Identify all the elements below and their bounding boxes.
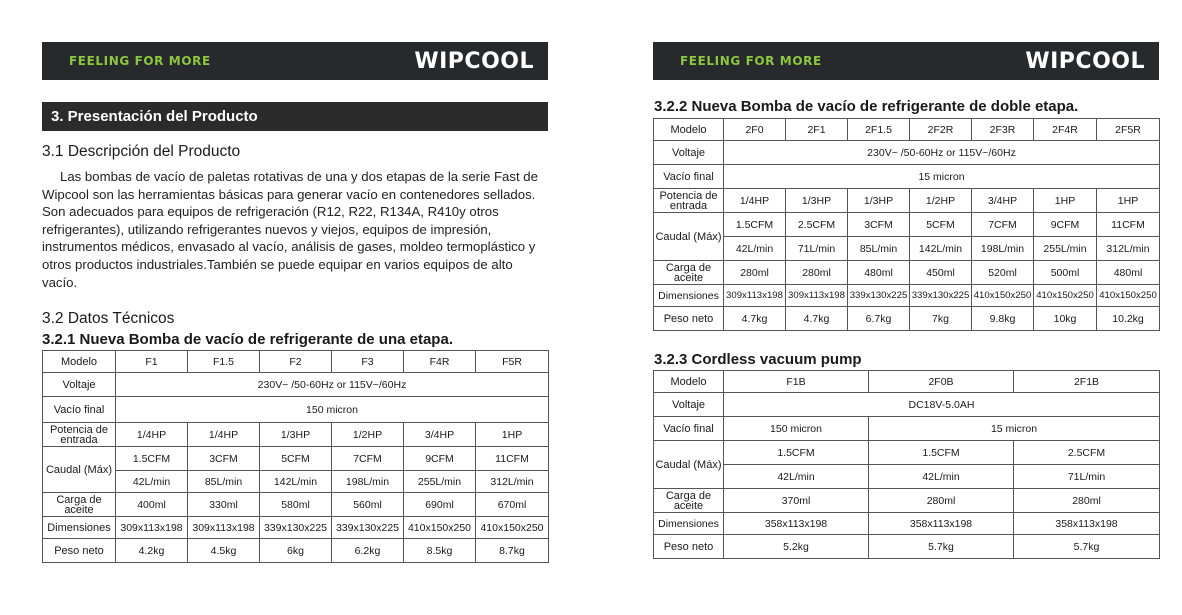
label-dimensions: Dimensiones bbox=[654, 285, 724, 307]
label-weight: Peso neto bbox=[654, 307, 724, 331]
label-model: Modelo bbox=[654, 371, 724, 393]
oil-cell: 280ml bbox=[724, 261, 786, 285]
label-vacuum: Vacío final bbox=[654, 417, 724, 441]
cfm-cell: 5CFM bbox=[910, 213, 972, 237]
lmin-cell: 42L/min bbox=[116, 471, 188, 493]
label-power-line2: entrada bbox=[60, 433, 98, 446]
label-oil-line2: aceite bbox=[64, 503, 94, 516]
row-vacuum bbox=[43, 397, 549, 423]
weight-cell: 6.2kg bbox=[332, 539, 404, 563]
lmin-cell: 255L/min bbox=[1034, 237, 1097, 261]
cfm-cell: 5CFM bbox=[260, 447, 332, 471]
dims-cell: 410x150x250 bbox=[1097, 285, 1160, 307]
dims-cell: 309x113x198 bbox=[786, 285, 848, 307]
left-tagline: FEELING FOR MORE bbox=[69, 54, 211, 68]
oil-cell: 520ml bbox=[972, 261, 1034, 285]
label-vacuum: Vacío final bbox=[43, 397, 116, 423]
weight-cell: 8.5kg bbox=[404, 539, 476, 563]
power-cell: 1/3HP bbox=[786, 189, 848, 213]
power-cell: 3/4HP bbox=[404, 423, 476, 447]
right-header bbox=[653, 42, 1159, 80]
lmin-cell: 312L/min bbox=[476, 471, 549, 493]
cordless-table-title: 3.2.3 Cordless vacuum pump bbox=[654, 351, 862, 368]
weight-cell: 8.7kg bbox=[476, 539, 549, 563]
row-weight bbox=[654, 535, 1160, 559]
model-cell: 2F2R bbox=[910, 119, 972, 141]
power-cell: 1/4HP bbox=[724, 189, 786, 213]
model-cell: F2 bbox=[260, 351, 332, 373]
oil-cell: 480ml bbox=[1097, 261, 1160, 285]
weight-cell: 5.2kg bbox=[724, 535, 869, 559]
model-cell: 2F5R bbox=[1097, 119, 1160, 141]
power-cell: 1/4HP bbox=[116, 423, 188, 447]
weight-cell: 4.7kg bbox=[786, 307, 848, 331]
right-page bbox=[591, 0, 1182, 615]
dims-cell: 339x130x225 bbox=[260, 517, 332, 539]
cfm-cell: 1.5CFM bbox=[116, 447, 188, 471]
dims-cell: 410x150x250 bbox=[972, 285, 1034, 307]
left-header bbox=[42, 42, 548, 80]
row-weight bbox=[654, 307, 1160, 331]
dims-cell: 309x113x198 bbox=[724, 285, 786, 307]
label-power-line2: entrada bbox=[669, 199, 708, 212]
cfm-cell: 11CFM bbox=[1097, 213, 1160, 237]
row-oil bbox=[43, 493, 549, 517]
power-cell: 1/2HP bbox=[332, 423, 404, 447]
power-cell: 1/2HP bbox=[910, 189, 972, 213]
right-wipcool-logo: WIPCOOL bbox=[1025, 48, 1145, 74]
weight-cell: 4.2kg bbox=[116, 539, 188, 563]
label-flow: Caudal (Máx) bbox=[654, 441, 724, 489]
cfm-cell: 9CFM bbox=[1034, 213, 1097, 237]
cfm-cell: 2.5CFM bbox=[786, 213, 848, 237]
power-cell: 3/4HP bbox=[972, 189, 1034, 213]
row-vacuum bbox=[654, 417, 1160, 441]
row-dimensions bbox=[654, 285, 1160, 307]
label-power-line1: Potencia de bbox=[659, 189, 718, 202]
section-title: 3. Presentación del Producto bbox=[42, 102, 548, 131]
lmin-cell: 42L/min bbox=[724, 237, 786, 261]
label-dimensions: Dimensiones bbox=[43, 517, 116, 539]
oil-cell: 690ml bbox=[404, 493, 476, 517]
weight-cell: 6kg bbox=[260, 539, 332, 563]
right-tagline: FEELING FOR MORE bbox=[680, 54, 822, 68]
row-model bbox=[654, 119, 1160, 141]
row-flow-cfm bbox=[654, 213, 1160, 237]
voltage-cell: 230V~ /50-60Hz or 115V~/60Hz bbox=[724, 141, 1160, 165]
subsection-data-title: 3.2 Datos Técnicos bbox=[42, 310, 175, 327]
row-voltage bbox=[43, 373, 549, 397]
double-stage-spec-table bbox=[653, 118, 1160, 331]
cfm-cell: 9CFM bbox=[404, 447, 476, 471]
single-stage-spec-table bbox=[42, 350, 549, 563]
lmin-cell: 42L/min bbox=[724, 465, 869, 489]
label-oil-line1: Carga de bbox=[665, 261, 712, 274]
lmin-cell: 42L/min bbox=[869, 465, 1014, 489]
weight-cell: 4.5kg bbox=[188, 539, 260, 563]
label-oil-line2: aceite bbox=[673, 271, 704, 284]
cfm-cell: 1.5CFM bbox=[869, 441, 1014, 465]
label-oil bbox=[654, 261, 724, 285]
double-stage-table-title: 3.2.2 Nueva Bomba de vacío de refrigerante de doble etapa. bbox=[654, 98, 1079, 115]
lmin-cell: 198L/min bbox=[972, 237, 1034, 261]
model-cell: 2F4R bbox=[1034, 119, 1097, 141]
label-oil-line1: Carga de bbox=[56, 493, 102, 506]
row-oil bbox=[654, 489, 1160, 513]
model-cell: F5R bbox=[476, 351, 549, 373]
row-voltage bbox=[654, 393, 1160, 417]
model-cell: F1B bbox=[724, 371, 869, 393]
dims-cell: 358x113x198 bbox=[724, 513, 869, 535]
cfm-cell: 1.5CFM bbox=[724, 441, 869, 465]
weight-cell: 6.7kg bbox=[848, 307, 910, 331]
power-cell: 1HP bbox=[476, 423, 549, 447]
cfm-cell: 1.5CFM bbox=[724, 213, 786, 237]
dims-cell: 410x150x250 bbox=[476, 517, 549, 539]
lmin-cell: 142L/min bbox=[260, 471, 332, 493]
cordless-spec-table bbox=[653, 370, 1160, 559]
voltage-cell: 230V~ /50-60Hz or 115V~/60Hz bbox=[116, 373, 549, 397]
cfm-cell: 3CFM bbox=[188, 447, 260, 471]
label-power bbox=[654, 189, 724, 213]
label-vacuum: Vacío final bbox=[654, 165, 724, 189]
model-cell: F1.5 bbox=[188, 351, 260, 373]
vacuum-cell: 150 micron bbox=[724, 417, 869, 441]
weight-cell: 10.2kg bbox=[1097, 307, 1160, 331]
cfm-cell: 3CFM bbox=[848, 213, 910, 237]
row-model bbox=[654, 371, 1160, 393]
label-dimensions: Dimensiones bbox=[654, 513, 724, 535]
oil-cell: 280ml bbox=[786, 261, 848, 285]
row-power bbox=[654, 189, 1160, 213]
model-cell: 2F0 bbox=[724, 119, 786, 141]
power-cell: 1/3HP bbox=[260, 423, 332, 447]
dims-cell: 410x150x250 bbox=[404, 517, 476, 539]
oil-cell: 280ml bbox=[869, 489, 1014, 513]
row-model bbox=[43, 351, 549, 373]
weight-cell: 5.7kg bbox=[869, 535, 1014, 559]
oil-cell: 280ml bbox=[1014, 489, 1160, 513]
model-cell: 2F0B bbox=[869, 371, 1014, 393]
dims-cell: 339x130x225 bbox=[332, 517, 404, 539]
left-wipcool-logo: WIPCOOL bbox=[414, 48, 534, 74]
power-cell: 1HP bbox=[1034, 189, 1097, 213]
dims-cell: 358x113x198 bbox=[869, 513, 1014, 535]
model-cell: F1 bbox=[116, 351, 188, 373]
label-voltage: Voltaje bbox=[654, 393, 724, 417]
dims-cell: 339x130x225 bbox=[910, 285, 972, 307]
dims-cell: 358x113x198 bbox=[1014, 513, 1160, 535]
cfm-cell: 7CFM bbox=[332, 447, 404, 471]
lmin-cell: 142L/min bbox=[910, 237, 972, 261]
row-flow-cfm bbox=[654, 441, 1160, 465]
label-weight: Peso neto bbox=[654, 535, 724, 559]
oil-cell: 400ml bbox=[116, 493, 188, 517]
vacuum-cell: 15 micron bbox=[869, 417, 1160, 441]
vacuum-cell: 150 micron bbox=[116, 397, 549, 423]
model-cell: F3 bbox=[332, 351, 404, 373]
label-oil bbox=[43, 493, 116, 517]
oil-cell: 370ml bbox=[724, 489, 869, 513]
row-dimensions bbox=[43, 517, 549, 539]
oil-cell: 580ml bbox=[260, 493, 332, 517]
label-model: Modelo bbox=[654, 119, 724, 141]
model-cell: F4R bbox=[404, 351, 476, 373]
model-cell: 2F3R bbox=[972, 119, 1034, 141]
label-model: Modelo bbox=[43, 351, 116, 373]
label-voltage: Voltaje bbox=[43, 373, 116, 397]
lmin-cell: 71L/min bbox=[1014, 465, 1160, 489]
model-cell: 2F1B bbox=[1014, 371, 1160, 393]
label-flow: Caudal (Máx) bbox=[43, 447, 116, 493]
subsection-description-title: 3.1 Descripción del Producto bbox=[42, 143, 241, 160]
row-voltage bbox=[654, 141, 1160, 165]
weight-cell: 10kg bbox=[1034, 307, 1097, 331]
label-voltage: Voltaje bbox=[654, 141, 724, 165]
row-vacuum bbox=[654, 165, 1160, 189]
label-oil-line2: aceite bbox=[673, 499, 704, 512]
oil-cell: 670ml bbox=[476, 493, 549, 517]
oil-cell: 480ml bbox=[848, 261, 910, 285]
power-cell: 1/4HP bbox=[188, 423, 260, 447]
dims-cell: 309x113x198 bbox=[188, 517, 260, 539]
label-flow: Caudal (Máx) bbox=[654, 213, 724, 261]
lmin-cell: 198L/min bbox=[332, 471, 404, 493]
weight-cell: 5.7kg bbox=[1014, 535, 1160, 559]
vacuum-cell: 15 micron bbox=[724, 165, 1160, 189]
cfm-cell: 2.5CFM bbox=[1014, 441, 1160, 465]
row-flow-lmin bbox=[654, 237, 1160, 261]
single-stage-table-title: 3.2.1 Nueva Bomba de vacío de refrigerante de una etapa. bbox=[42, 331, 453, 348]
row-flow-lmin bbox=[43, 471, 549, 493]
lmin-cell: 312L/min bbox=[1097, 237, 1160, 261]
row-power bbox=[43, 423, 549, 447]
dims-cell: 339x130x225 bbox=[848, 285, 910, 307]
cfm-cell: 7CFM bbox=[972, 213, 1034, 237]
dims-cell: 309x113x198 bbox=[116, 517, 188, 539]
label-power-line1: Potencia de bbox=[49, 423, 109, 436]
row-weight bbox=[43, 539, 549, 563]
row-oil bbox=[654, 261, 1160, 285]
label-oil-line1: Carga de bbox=[665, 489, 712, 502]
weight-cell: 7kg bbox=[910, 307, 972, 331]
product-description: Las bombas de vacío de paletas rotativas de una y dos etapas de la serie Fast de Wipcool son las herramientas básicas para generar vacío en contenedores sellados. Son adecuados para equipos de refrigeración (R12, R22, R134A, R410y otros refrigerantes), utilizando refrigerantes nuevos y viejos, equipos de impresión, instrumentos médicos, envasado al vacío, análisis de gases, moldeo termoplástico y otros productos industriales.También se puede equipar en varios equipos de alto vacío. bbox=[42, 169, 538, 290]
row-flow-cfm bbox=[43, 447, 549, 471]
oil-cell: 500ml bbox=[1034, 261, 1097, 285]
lmin-cell: 71L/min bbox=[786, 237, 848, 261]
oil-cell: 560ml bbox=[332, 493, 404, 517]
label-oil bbox=[654, 489, 724, 513]
model-cell: 2F1 bbox=[786, 119, 848, 141]
power-cell: 1HP bbox=[1097, 189, 1160, 213]
lmin-cell: 255L/min bbox=[404, 471, 476, 493]
power-cell: 1/3HP bbox=[848, 189, 910, 213]
dims-cell: 410x150x250 bbox=[1034, 285, 1097, 307]
row-dimensions bbox=[654, 513, 1160, 535]
label-power bbox=[43, 423, 116, 447]
oil-cell: 450ml bbox=[910, 261, 972, 285]
voltage-cell: DC18V-5.0AH bbox=[724, 393, 1160, 417]
weight-cell: 4.7kg bbox=[724, 307, 786, 331]
cfm-cell: 11CFM bbox=[476, 447, 549, 471]
row-flow-lmin bbox=[654, 465, 1160, 489]
lmin-cell: 85L/min bbox=[188, 471, 260, 493]
lmin-cell: 85L/min bbox=[848, 237, 910, 261]
oil-cell: 330ml bbox=[188, 493, 260, 517]
weight-cell: 9.8kg bbox=[972, 307, 1034, 331]
model-cell: 2F1.5 bbox=[848, 119, 910, 141]
label-weight: Peso neto bbox=[43, 539, 116, 563]
